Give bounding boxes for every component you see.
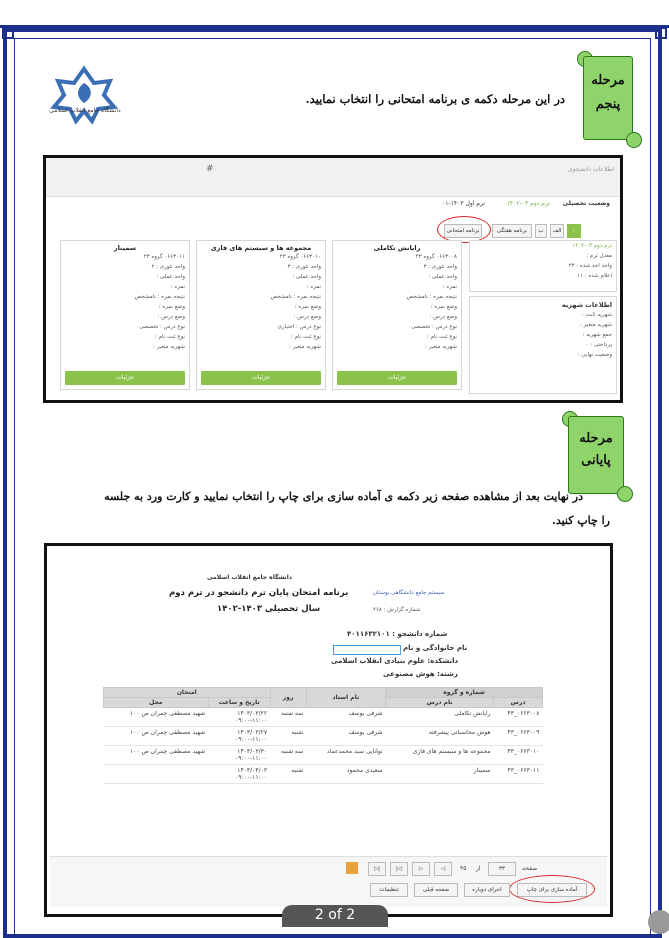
cell-place: شهید مصطفی چمران ص ۱۰۰ (104, 746, 209, 765)
course-line: نتیجه نمره : نامشخص (406, 294, 457, 300)
cell-place (104, 765, 209, 784)
course-line: ۰۶۶۳۰۰۸ گروه ۴۳ (415, 254, 457, 260)
final-badge-line2: پایانی (581, 453, 611, 468)
exam-report-screenshot (44, 543, 613, 917)
course-line: وضع درس : (293, 314, 321, 320)
date: ۱۴۰۳/۰۴/۰۳ (237, 767, 268, 774)
fees-panel (469, 296, 617, 394)
course-line: نمره : (442, 284, 457, 290)
nav-arrow-button[interactable]: › (567, 224, 581, 238)
corner-ornament (655, 27, 667, 39)
report-toolbar (50, 856, 607, 907)
table-row (104, 708, 543, 727)
panel-line: واحد اخذ شده : ۲۳ (568, 263, 612, 269)
col-header: تاریخ و ساعت (208, 698, 270, 708)
details-button[interactable]: جزئیات (337, 371, 457, 385)
cell-date (208, 746, 270, 765)
logo-caption: دانشگاه جامع انقلاب اسلامی (49, 107, 121, 114)
scroll-roll (626, 132, 642, 148)
course-line: ۰۶۶۳۰۱۰ گروه ۴۳ (279, 254, 321, 260)
portal-header (46, 158, 620, 197)
first-page-button[interactable]: ▷| (368, 862, 386, 876)
course-card (196, 240, 326, 390)
date: ۱۴۰۳/۰۳/۲۷ (237, 729, 268, 736)
cell-day: شنبه (270, 765, 306, 784)
time: ۰۹:۰۰-۱۱:۰۰ (235, 736, 268, 743)
panel-line: اعلام شده : ۱۱ (577, 273, 612, 279)
course-line: واحد تئوری : ۲ (151, 264, 185, 270)
course-line: واحد عملی : (428, 274, 457, 280)
exam-table (103, 687, 543, 784)
course-line: نوع ثبت نام : (291, 334, 321, 340)
student-portal-screenshot (43, 155, 623, 403)
details-button[interactable]: جزئیات (201, 371, 321, 385)
course-line: نوع درس : اختیاری (277, 324, 321, 330)
search-field[interactable]: اطلاعات دانشجوی (567, 166, 614, 173)
cell-name: رایانش تکاملی (386, 708, 494, 727)
col-header: نام استاد (306, 688, 385, 708)
cell-code: ۰۶۶۳۰۰۹_۴۳ (494, 727, 543, 746)
panel-line: معدل ترم : (586, 253, 612, 259)
course-line: نوع درس : تخصصی (139, 324, 185, 330)
course-line: نوع درس : تخصصی (411, 324, 457, 330)
table-row (104, 746, 543, 765)
cell-code: ۰۶۶۳۰۱۱_۴۳ (494, 765, 543, 784)
course-line: نتیجه نمره : نامشخص (134, 294, 185, 300)
fees-line: شهریه متغیر : (580, 322, 612, 328)
course-line: نمره : (170, 284, 185, 290)
page-input[interactable]: ۳۳ (488, 862, 516, 876)
course-title: مجموعه ها و سیستم های فازی (210, 244, 312, 252)
student-name-label: نام خانوادگی و نام (403, 644, 468, 652)
fees-line: پرداختی : ۰ (585, 342, 612, 348)
course-line: واحد تئوری : ۳ (287, 264, 321, 270)
col-header: درس (494, 698, 543, 708)
details-button[interactable]: جزئیات (65, 371, 185, 385)
hash-label: # (206, 164, 214, 174)
final-step-badge (568, 416, 624, 494)
previous-page-button[interactable]: صفحه قبلی (414, 883, 458, 897)
system-name: سیستم جامع دانشگاهی بوستان (373, 590, 445, 596)
col-header: روز (270, 688, 306, 708)
export-icon[interactable] (346, 862, 358, 874)
cell-name: سمینار (386, 765, 494, 784)
cell-place: شهید مصطفی چمران ص ۱۰۰ (104, 708, 209, 727)
term-summary-panel (469, 240, 617, 292)
cell-place: شهید مصطفی چمران ص ۱۰۰ (104, 727, 209, 746)
cell-day: سه شنبه (270, 746, 306, 765)
step5-instruction: در این مرحله دکمه ی برنامه امتحانی را انتخاب نمایید. (305, 92, 565, 106)
final-badge-line1: مرحله (579, 431, 613, 446)
cell-teacher: شرفی یوسف (306, 727, 385, 746)
course-line: نمره : (306, 284, 321, 290)
course-line: نوع ثبت نام : (427, 334, 457, 340)
button-b[interactable]: ب (535, 224, 547, 238)
highlight-ring (509, 875, 595, 903)
time: ۰۹:۰۰-۱۱:۰۰ (235, 717, 268, 724)
next-page-button[interactable]: ◁ (434, 862, 452, 876)
course-line: وضع نمره : (294, 304, 321, 310)
course-line: وضع درس : (157, 314, 185, 320)
cell-name: هوش محاسباتی پیشرفته (386, 727, 494, 746)
university-logo-icon (48, 55, 120, 135)
report-title: برنامه امتحان پایان ترم دانشجو در ترم دوم (169, 588, 349, 598)
print-preparation-button[interactable]: آماده سازی برای چاپ (517, 883, 587, 897)
prev-page-button[interactable]: ▷ (412, 862, 430, 876)
highlight-ring (437, 216, 491, 243)
last-page-button[interactable]: |◁ (390, 862, 408, 876)
cell-date (208, 727, 270, 746)
course-line: واحد تئوری : ۳ (423, 264, 457, 270)
report-university: دانشگاه جامع انقلاب اسلامی (207, 574, 292, 581)
course-line: وضع نمره : (430, 304, 457, 310)
cell-date (208, 708, 270, 727)
fees-title: اطلاعات شهریه (561, 301, 612, 309)
cell-date (208, 765, 270, 784)
table-row (104, 727, 543, 746)
button-alef[interactable]: الف (550, 224, 564, 238)
tab-term2[interactable]: ترم دوم ۰۳-۱۴۰۲ (506, 200, 550, 207)
step5-badge-line2: پنجم (595, 97, 621, 112)
cell-code: ۰۶۶۳۰۱۰_۴۳ (494, 746, 543, 765)
pdf-page-indicator: 2 of 2 (282, 905, 388, 927)
course-line: نتیجه نمره : نامشخص (270, 294, 321, 300)
table-row (104, 765, 543, 784)
step5-badge-line1: مرحله (591, 73, 625, 88)
course-line: وضع درس : (429, 314, 457, 320)
weekly-schedule-button[interactable]: برنامه هفتگی (492, 224, 532, 238)
page-label: صفحه (522, 865, 538, 872)
tab-status[interactable]: وضعیت تحصیلی (562, 200, 610, 207)
course-line: واحد عملی : (156, 274, 185, 280)
fees-line: شهریه ثابت : (581, 312, 612, 318)
cell-name: مجموعه ها و سیستم های فازی (386, 746, 494, 765)
date: ۱۴۰۳/۰۳/۳۰ (237, 748, 268, 755)
cell-code: ۰۶۶۳۰۰۸_۴۳ (494, 708, 543, 727)
tab-term1[interactable]: ترم اول ۱۴۰۳-۰۱ (442, 200, 485, 207)
course-title: رایانش تکاملی (373, 244, 421, 252)
course-line: شهریه متغیر : (153, 344, 185, 350)
total-pages: ۳۵ (460, 865, 467, 872)
term-title: ترم دوم ۰۳-۱۴۰۲ (572, 243, 612, 249)
course-line: شهریه متغیر : (425, 344, 457, 350)
course-line: واحد عملی : (292, 274, 321, 280)
of-label: از (476, 865, 481, 872)
final-instruction-line1: در نهایت بعد از مشاهده صفحه زیر دکمه ی آماده سازی برای چاپ را انتخاب نمایید و کارت ورد به جلسه (104, 490, 583, 503)
course-line: ۰۶۶۳۰۱۱ گروه ۴۳ (143, 254, 185, 260)
cell-day: شنبه (270, 727, 306, 746)
student-number: شماره دانشجو : ۴۰۱۱۶۳۲۱۰۱ (347, 630, 448, 638)
course-card (60, 240, 190, 390)
corner-ornament (2, 27, 14, 39)
course-title: سمینار (113, 244, 137, 252)
faculty-label: دانشکده: علوم بنیادی انقلاب اسلامی (331, 657, 459, 665)
cell-teacher: شرفی یوسف (306, 708, 385, 727)
final-instruction-line2: را چاپ کنید. (551, 514, 610, 527)
fees-line: جمع شهریه : (582, 332, 612, 338)
major-label: رشته: هوش مصنوعی (383, 670, 458, 678)
col-header: محل (104, 698, 209, 708)
scroll-roll (617, 486, 633, 502)
cell-teacher: توانایی سید محمدعماد (306, 746, 385, 765)
report-number: شماره گزارش : ۴۶۸ (373, 607, 421, 613)
col-header: امتحان (104, 688, 271, 698)
name-redaction-box (333, 645, 401, 655)
course-line: نوع ثبت نام : (155, 334, 185, 340)
col-header: شماره و گروه (386, 688, 543, 698)
step5-badge (583, 56, 633, 140)
fees-line: وضعیت نهایی : (577, 352, 612, 358)
course-card (332, 240, 462, 390)
scroll-indicator[interactable] (648, 910, 669, 934)
cell-teacher: سعیدی محمود (306, 765, 385, 784)
course-line: وضع نمره : (158, 304, 185, 310)
report-year: سال تحصیلی ۱۴۰۳-۱۴۰۲ (217, 604, 321, 614)
exam-schedule-button[interactable]: برنامه امتحانی (444, 224, 482, 238)
time: ۰۹:۰۰-۱۱:۰۰ (235, 755, 268, 762)
settings-button[interactable]: تنظیمات (370, 883, 408, 897)
cell-day: سه شنبه (270, 708, 306, 727)
col-header: نام درس (386, 698, 494, 708)
time: ۰۹:۰۰-۱۱:۰۰ (235, 774, 268, 781)
date: ۱۴۰۳/۰۳/۲۲ (237, 710, 268, 717)
rerun-button[interactable]: اجرای دوباره (464, 883, 510, 897)
course-line: شهریه متغیر : (289, 344, 321, 350)
